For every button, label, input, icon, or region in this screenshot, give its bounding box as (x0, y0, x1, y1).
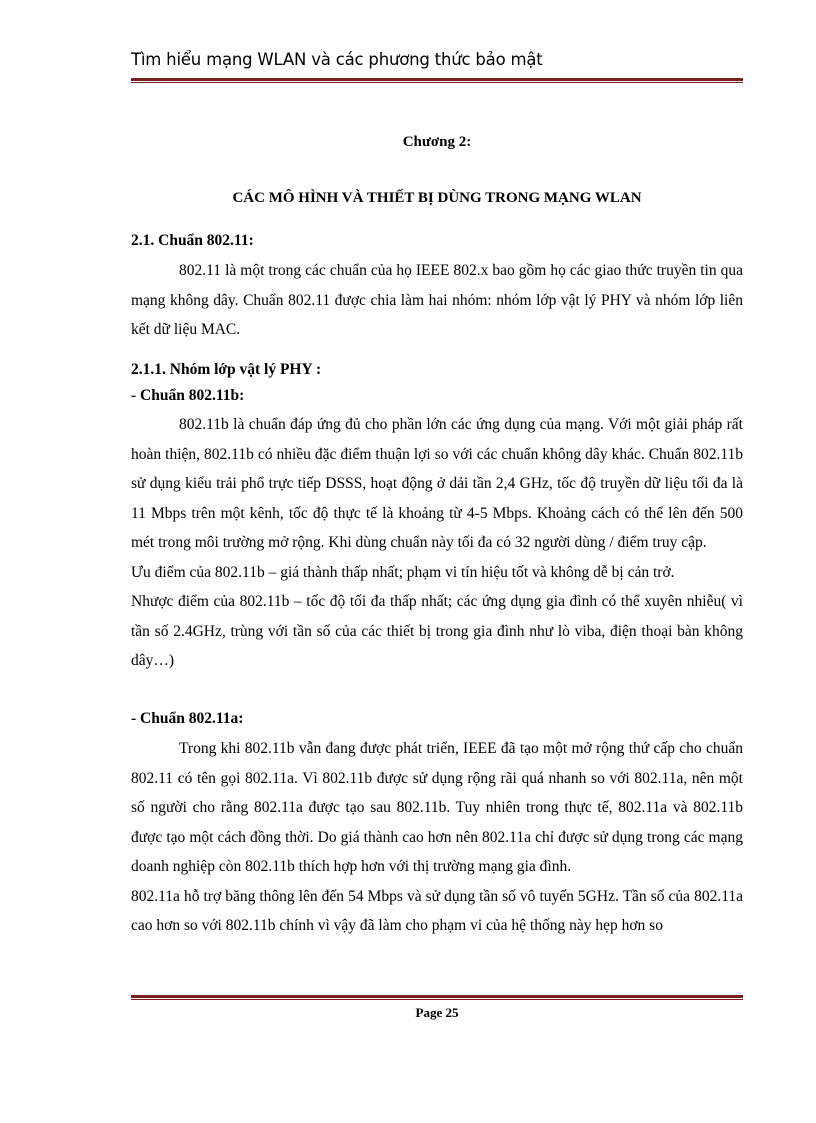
section-802-11b-body (131, 410, 743, 676)
paragraph-cons: Nhược điểm của 802.11b – tốc độ tối đa thấp nhất; các ứng dụng gia đình có thể xuyên nhiễu( vì tần số 2.4GHz, trùng với tần số của các thiết bị trong gia đình như lò viba, điện thoại bàn không dây…) (131, 593, 743, 669)
paragraph: 802.11 là một trong các chuẩn của họ IEEE 802.x bao gồm họ các giao thức truyền tin qua mạng không dây. Chuẩn 802.11 được chia làm hai nhóm: nhóm lớp vật lý PHY và nhóm lớp liên kết dữ liệu MAC. (131, 262, 743, 338)
section-heading-2-1-1: 2.1.1. Nhóm lớp vật lý PHY : (131, 361, 322, 378)
section-2-1-body (131, 256, 743, 345)
paragraph-pros: Ưu điểm của 802.11b – giá thành thấp nhất; phạm vi tín hiệu tốt và không dễ bị cản trở. (131, 563, 675, 581)
running-header: Tìm hiểu mạng WLAN và các phương thức bảo mật (131, 50, 543, 69)
paragraph: Trong khi 802.11b vẫn đang được phát triển, IEEE đã tạo một mở rộng thứ cấp cho chuẩn 802.11 có tên gọi 802.11a. Vì 802.11b được sử dụng rộng rãi quá nhanh so với 802.11a, nên một số người cho rằng 802.11a được tạo sau 802.11b. Tuy nhiên trong thực tế, 802.11a và 802.11b được tạo một cách đồng thời. Do giá thành cao hơn nên 802.11a chỉ được sử dụng trong các mạng doanh nghiệp còn 802.11b thích hợp hơn với thị trường mạng gia đình. (131, 740, 743, 875)
subheading-802-11a: - Chuẩn 802.11a: (131, 710, 244, 727)
chapter-title: CÁC MÔ HÌNH VÀ THIẾT BỊ DÙNG TRONG MẠNG WLAN (232, 190, 642, 206)
paragraph: 802.11a hỗ trợ băng thông lên đến 54 Mbps và sử dụng tần số vô tuyến 5GHz. Tần số của 802.11a cao hơn so với 802.11b chính vì vậy đã làm cho phạm vi của hệ thống này hẹp hơn so (131, 887, 743, 934)
subheading-802-11b: - Chuẩn 802.11b: (131, 387, 245, 404)
paragraph: 802.11b là chuẩn đáp ứng đủ cho phần lớn các ứng dụng của mạng. Với một giải pháp rất hoàn thiện, 802.11b có nhiều đặc điểm thuận lợi so với các chuẩn không dây khác. Chuẩn 802.11b sử dụng kiểu trải phổ trực tiếp DSSS, hoạt động ở dải tần 2,4 GHz, tốc độ truyền dữ liệu tối đa là 11 Mbps trên một kênh, tốc độ thực tế là khoảng từ 4-5 Mbps. Khoảng cách có thể lên đến 500 mét trong môi trường mở rộng. Khi dùng chuẩn này tối đa có 32 người dùng / điểm truy cập. (131, 416, 743, 551)
page-number: Page 25 (415, 1005, 459, 1020)
footer-rule (131, 995, 743, 1000)
header-rule (131, 78, 743, 83)
chapter-label: Chương 2: (402, 134, 472, 150)
section-heading-2-1: 2.1. Chuẩn 802.11: (131, 232, 254, 249)
section-802-11a-body (131, 734, 743, 941)
